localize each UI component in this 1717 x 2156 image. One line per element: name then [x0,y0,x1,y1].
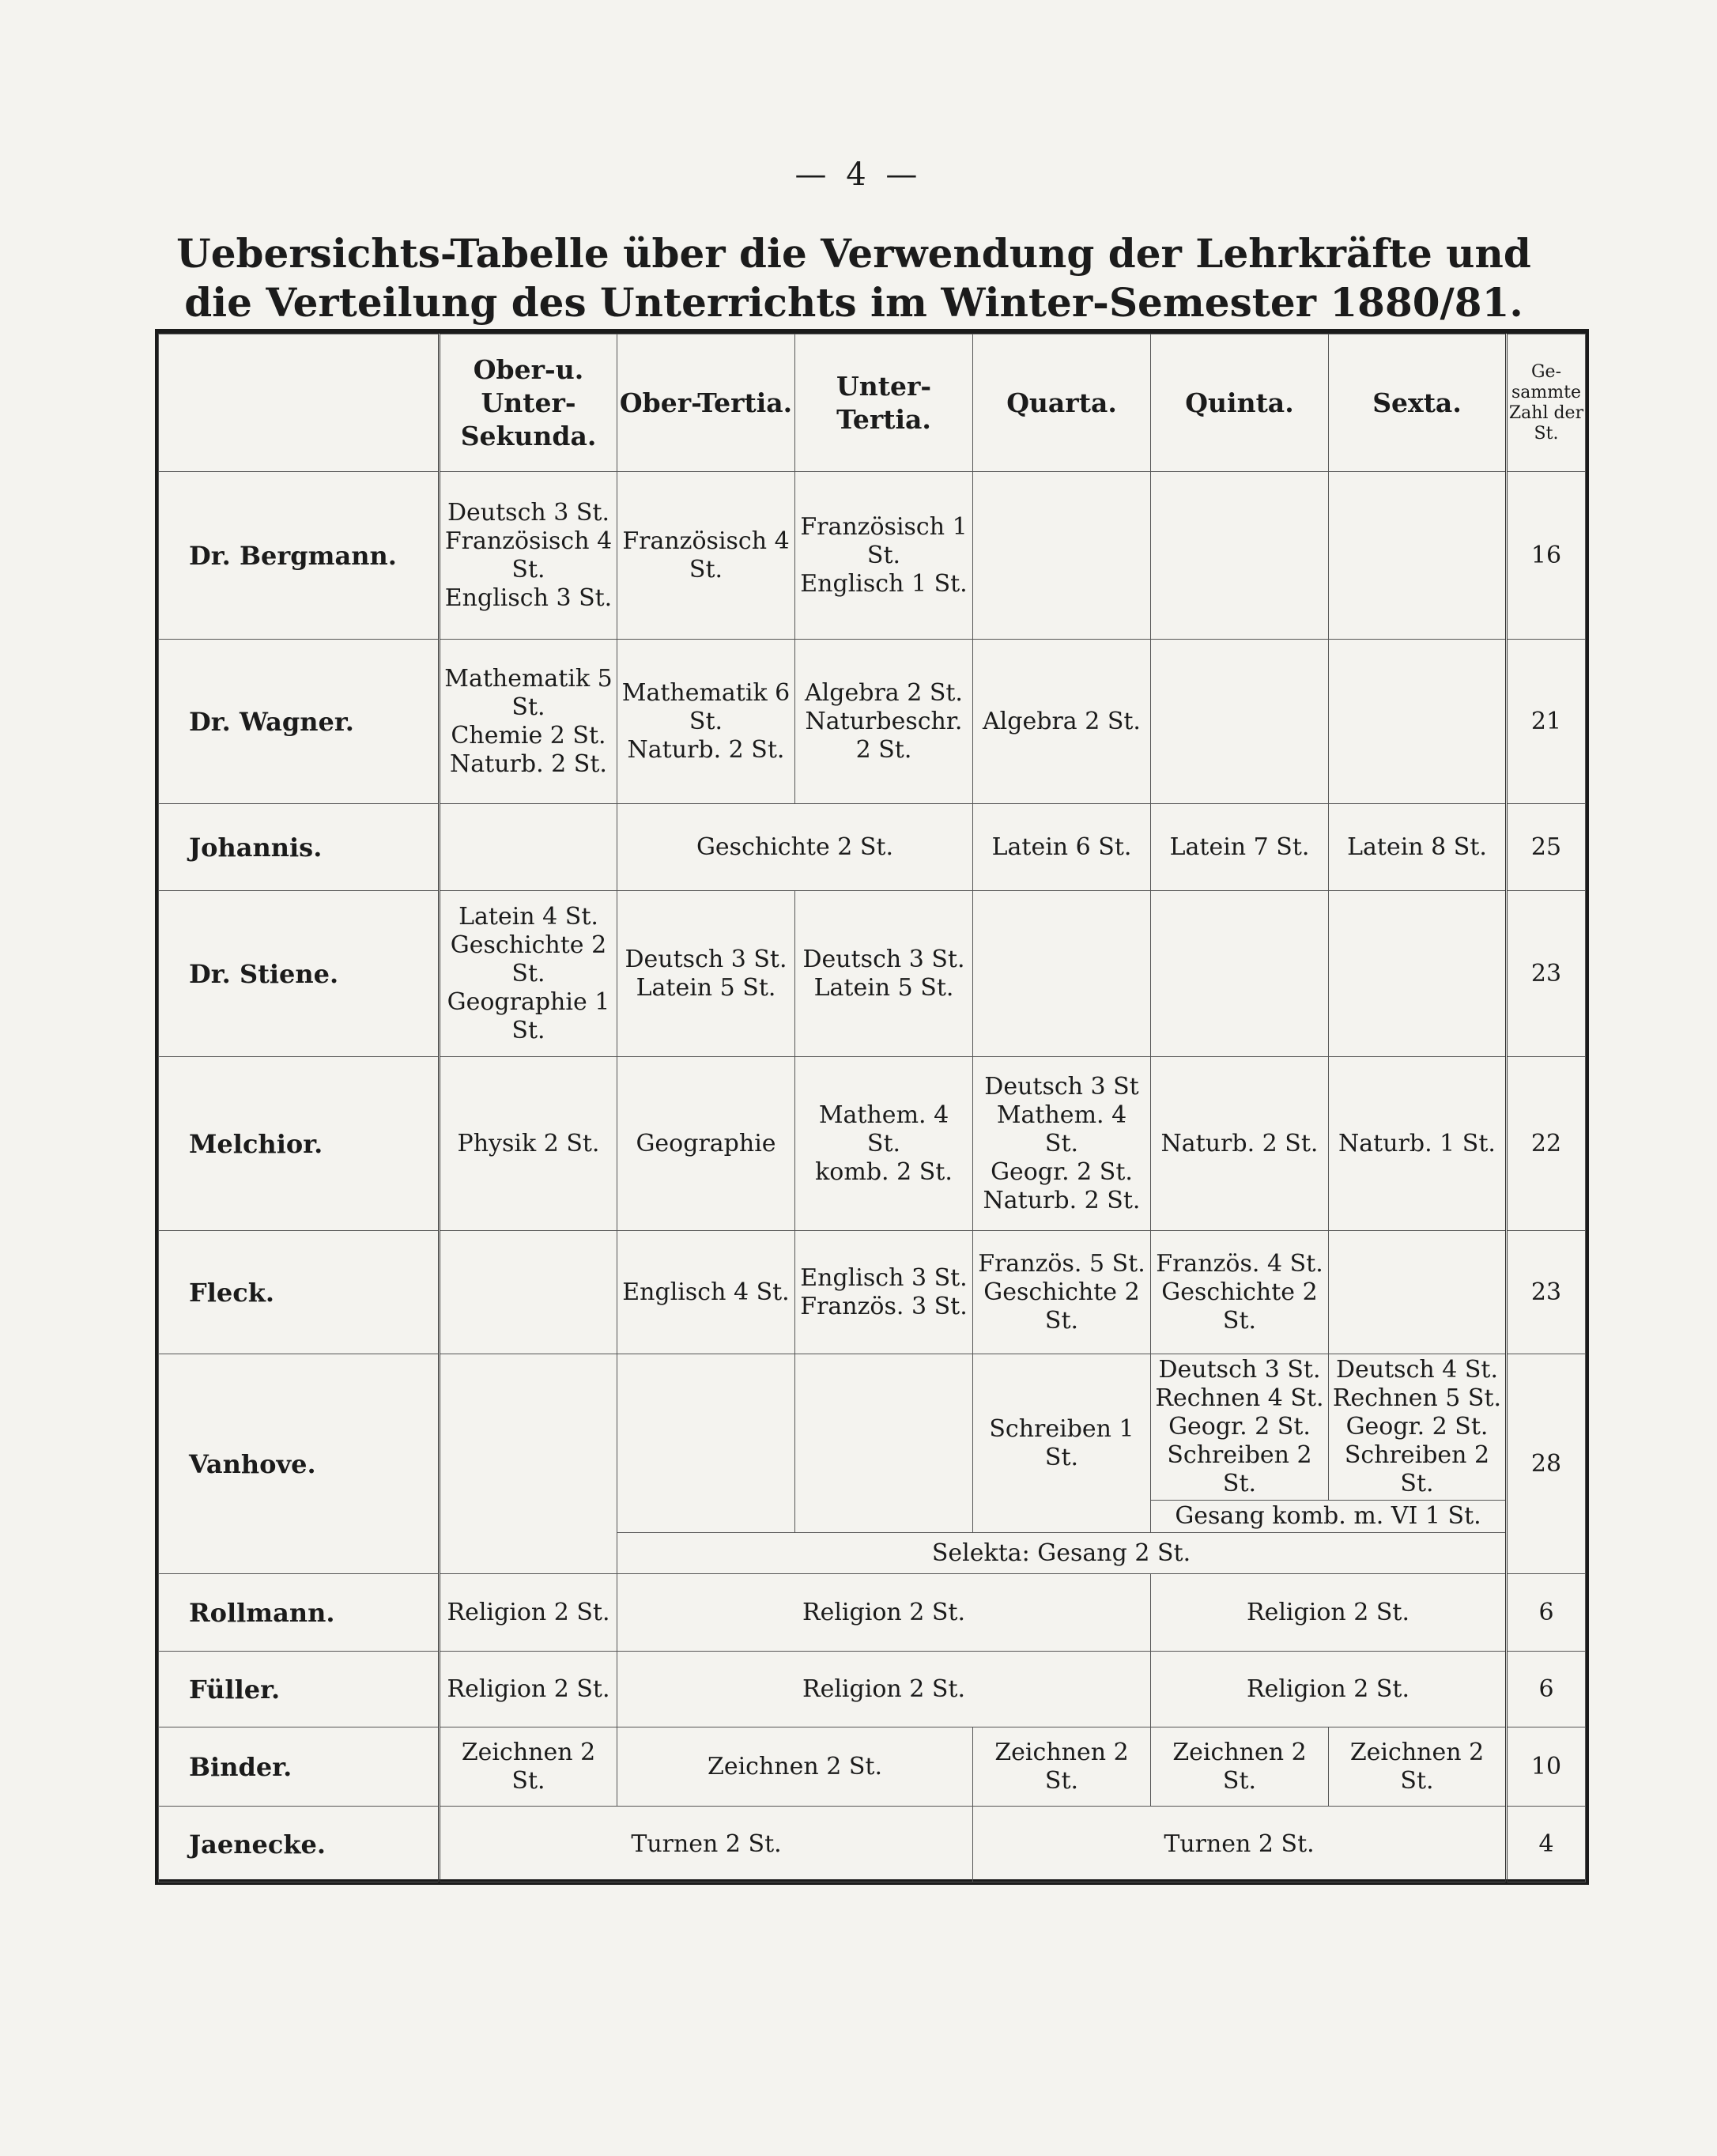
table-row [159,1807,1586,1882]
cell-sexta: Zeichnen 2 St. [1329,1727,1507,1807]
teacher-name: Binder. [159,1727,440,1807]
table-row [159,1354,1586,1501]
teacher-name: Füller. [159,1652,440,1727]
cell-unter-tertia: Algebra 2 St. Naturbeschr. 2 St. [795,640,973,804]
header-total: Ge-sammte Zahl der St. [1507,334,1586,472]
cell-total: 22 [1507,1057,1586,1231]
cell-sekunda: Religion 2 St. [440,1574,617,1652]
cell-sekunda: Physik 2 St. [440,1057,617,1231]
cell-tertia-combined: Geschichte 2 St. [617,804,973,891]
cell-sexta: Deutsch 4 St. Rechnen 5 St. Geogr. 2 St. Schreiben 2 St. [1329,1354,1507,1501]
teacher-name: Rollmann. [159,1574,440,1652]
page-title: Uebersichts-Tabelle über die Verwendung der Lehrkräfte und die Verteilung des Unterrichts im Winter-Semester 1880/81. [176,230,1531,326]
table-row [159,891,1586,1057]
table-row [159,804,1586,891]
cell-ober-tertia: Geographie [617,1057,795,1231]
cell-unter-tertia: Französisch 1 St. Englisch 1 St. [795,472,973,640]
cell-sekunda [440,1354,617,1574]
cell-ober-tertia: Mathematik 6 St. Naturb. 2 St. [617,640,795,804]
table-row [159,640,1586,804]
teacher-name: Johannis. [159,804,440,891]
cell-ober-tertia: Englisch 4 St. [617,1231,795,1354]
table-row [159,1231,1586,1354]
cell-quarta [973,472,1151,640]
teacher-name: Jaenecke. [159,1807,440,1882]
cell-tertia-quarta-combined: Religion 2 St. [617,1574,1151,1652]
cell-ober-tertia [617,1354,795,1533]
cell-quarta: Französ. 5 St. Geschichte 2 St. [973,1231,1151,1354]
cell-ober-tertia: Französisch 4 St. [617,472,795,640]
cell-quarta [973,891,1151,1057]
header-quarta: Quarta. [973,334,1151,472]
teacher-name: Vanhove. [159,1354,440,1574]
cell-sexta: Naturb. 1 St. [1329,1057,1507,1231]
teacher-name: Dr. Wagner. [159,640,440,804]
cell-sekunda: Deutsch 3 St. Französisch 4 St. Englisch 3 St. [440,472,617,640]
cell-quinta: Französ. 4 St. Geschichte 2 St. [1151,1231,1329,1354]
cell-selekta: Selekta: Gesang 2 St. [617,1533,1507,1574]
cell-quinta: Deutsch 3 St. Rechnen 4 St. Geogr. 2 St. Schreiben 2 St. [1151,1354,1329,1501]
teacher-name: Melchior. [159,1057,440,1231]
cell-total: 21 [1507,640,1586,804]
header-blank [159,334,440,472]
header-row [159,334,1586,472]
table-row [159,1652,1586,1727]
header-sexta: Sexta. [1329,334,1507,472]
cell-total: 6 [1507,1652,1586,1727]
cell-total: 10 [1507,1727,1586,1807]
teacher-name: Dr. Bergmann. [159,472,440,640]
cell-quinta: Latein 7 St. [1151,804,1329,891]
cell-total: 25 [1507,804,1586,891]
cell-quarta: Zeichnen 2 St. [973,1727,1151,1807]
teacher-name: Dr. Stiene. [159,891,440,1057]
header-ober-tertia: Ober-Tertia. [617,334,795,472]
cell-quinta-sexta-combined: Religion 2 St. [1151,1574,1507,1652]
cell-tertia-quarta-combined: Religion 2 St. [617,1652,1151,1727]
header-quinta: Quinta. [1151,334,1329,472]
cell-unter-tertia: Deutsch 3 St. Latein 5 St. [795,891,973,1057]
cell-quarta: Schreiben 1 St. [973,1354,1151,1533]
cell-total: 28 [1507,1354,1586,1574]
cell-sexta [1329,472,1507,640]
table-row [159,1574,1586,1652]
header-unter-tertia: Unter-Tertia. [795,334,973,472]
cell-sekunda [440,804,617,891]
cell-total: 4 [1507,1807,1586,1882]
teacher-name: Fleck. [159,1231,440,1354]
cell-quarta: Latein 6 St. [973,804,1151,891]
cell-sexta: Latein 8 St. [1329,804,1507,891]
cell-quinta [1151,891,1329,1057]
cell-quarta-sexta-combined: Turnen 2 St. [973,1807,1507,1882]
cell-sexta [1329,640,1507,804]
cell-quinta [1151,472,1329,640]
cell-unter-tertia: Englisch 3 St. Französ. 3 St. [795,1231,973,1354]
cell-sekunda-tertia-combined: Turnen 2 St. [440,1807,973,1882]
cell-sexta [1329,1231,1507,1354]
table-row [159,1727,1586,1807]
cell-sexta [1329,891,1507,1057]
cell-sekunda: Zeichnen 2 St. [440,1727,617,1807]
cell-total: 16 [1507,472,1586,640]
cell-sekunda [440,1231,617,1354]
cell-unter-tertia [795,1354,973,1533]
cell-tertia-combined: Zeichnen 2 St. [617,1727,973,1807]
cell-quinta: Zeichnen 2 St. [1151,1727,1329,1807]
cell-total: 6 [1507,1574,1586,1652]
cell-quarta: Deutsch 3 St Mathem. 4 St. Geogr. 2 St. Naturb. 2 St. [973,1057,1151,1231]
cell-unter-tertia: Mathem. 4 St. komb. 2 St. [795,1057,973,1231]
header-sekunda: Ober-u. Unter-Sekunda. [440,334,617,472]
cell-quinta-sexta-combined: Religion 2 St. [1151,1652,1507,1727]
cell-total: 23 [1507,891,1586,1057]
cell-sekunda: Religion 2 St. [440,1652,617,1727]
cell-sekunda: Mathematik 5 St. Chemie 2 St. Naturb. 2 St. [440,640,617,804]
table-row [159,472,1586,640]
teaching-table [155,329,1589,1885]
cell-quinta [1151,640,1329,804]
table-row [159,1057,1586,1231]
cell-gesang-combined: Gesang komb. m. VI 1 St. [1151,1501,1507,1533]
cell-total: 23 [1507,1231,1586,1354]
page-number: — 4 — [794,157,923,193]
cell-sekunda: Latein 4 St. Geschichte 2 St. Geographie 1 St. [440,891,617,1057]
cell-quinta: Naturb. 2 St. [1151,1057,1329,1231]
cell-quarta: Algebra 2 St. [973,640,1151,804]
cell-ober-tertia: Deutsch 3 St. Latein 5 St. [617,891,795,1057]
